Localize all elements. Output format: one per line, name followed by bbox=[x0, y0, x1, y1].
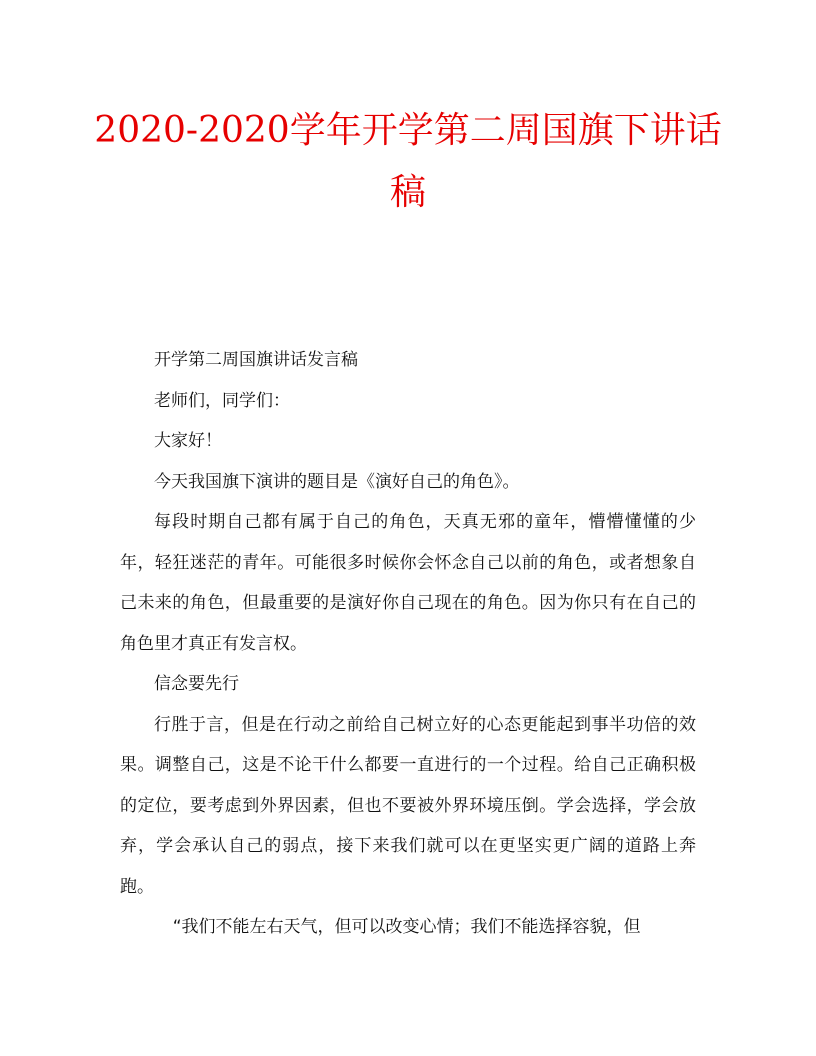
salutation: 老师们，同学们： bbox=[154, 390, 290, 411]
speech-heading: 开学第二周国旗讲话发言稿 bbox=[154, 350, 358, 370]
speech-topic: 今天我国旗下演讲的题目是《演好自己的角色》。 bbox=[154, 471, 520, 492]
body-paragraph: 每段时期自己都有属于自己的角色，天真无邪的童年，懵懵懂懂的少年，轻狂迷茫的青年。可能很多时候你会怀念自己以前的角色，或者想象自己未来的角色，但最重要的是演好你自己现在的角色。因为你只有在自己的角色里才真正有发言权。 bbox=[120, 512, 696, 654]
greeting: 大家好！ bbox=[154, 431, 222, 451]
document-title: 2020-2020学年开学第二周国旗下讲话稿 bbox=[94, 110, 722, 213]
document-body bbox=[120, 340, 696, 948]
section-heading: 信念要先行 bbox=[154, 674, 239, 694]
body-paragraph: 行胜于言，但是在行动之前给自己树立好的心态更能起到事半功倍的效果。调整自己，这是不论干什么都要一直进行的一个过程。给自己正确积极的定位，要考虑到外界因素，但也不要被外界环境压倒。学会选择，学会放弃，学会承认自己的弱点，接下来我们就可以在更坚实更广阔的道路上奔跑。 bbox=[120, 714, 696, 897]
quote-paragraph: “我们不能左右天气，但可以改变心情；我们不能选择容貌，但 bbox=[172, 917, 641, 937]
